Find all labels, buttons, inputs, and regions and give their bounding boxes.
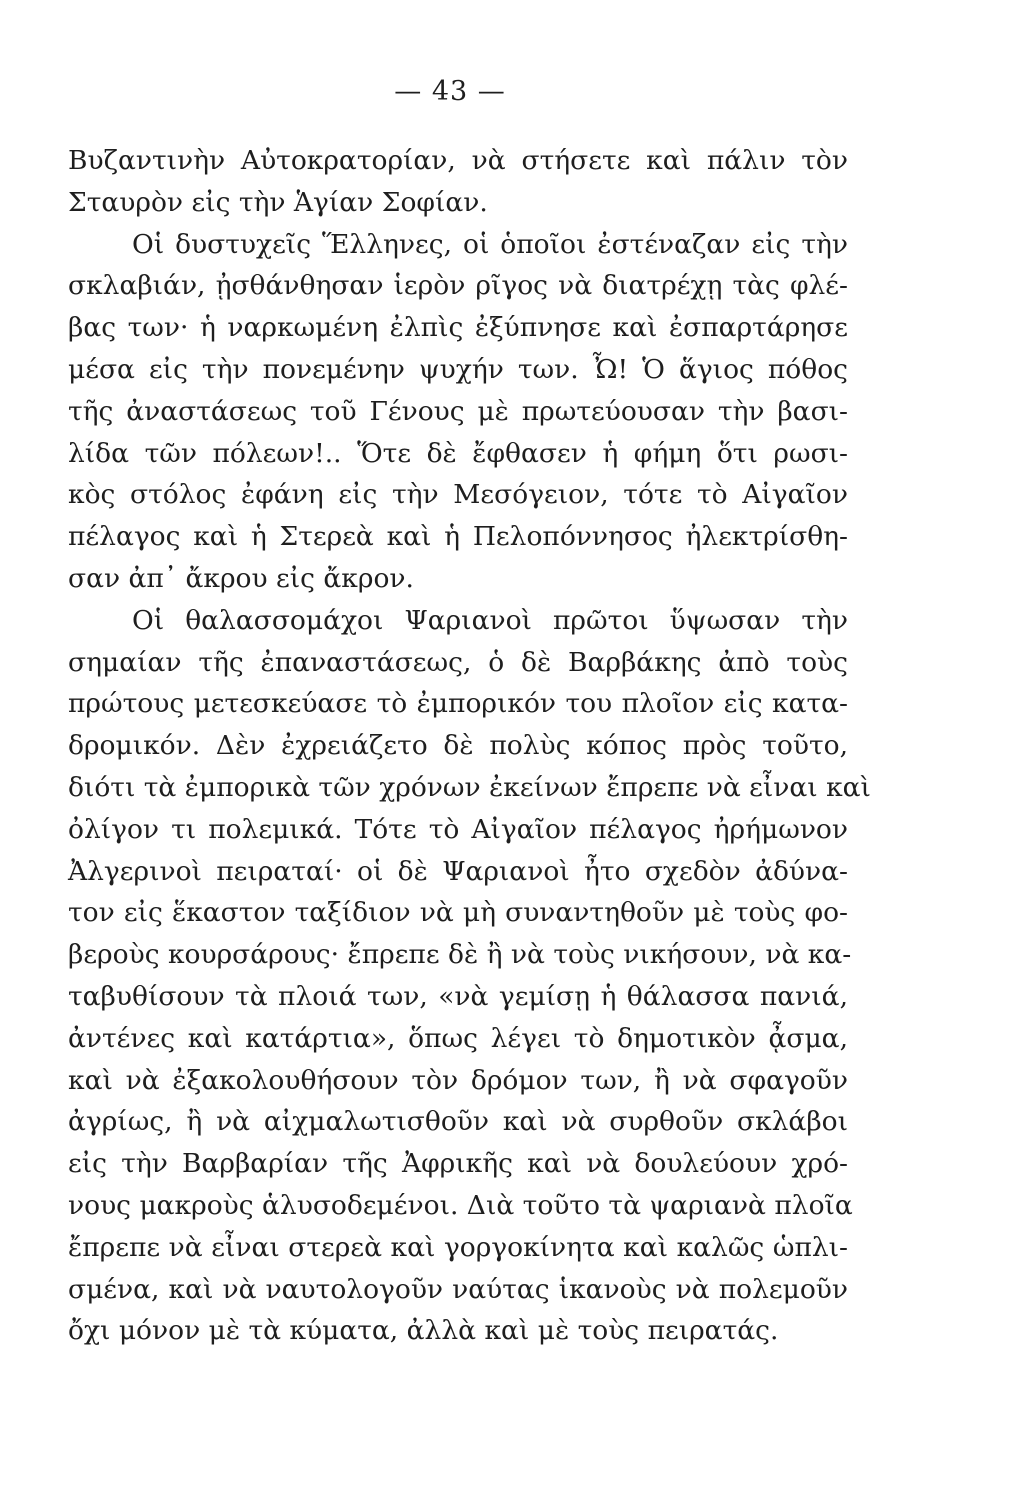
text-line: ὀλίγον τι πολεμικά. Τότε τὸ Αἰγαῖον πέλαγος ἠρήμωνον [68,813,848,845]
text-line: Σταυρὸν εἰς τὴν Ἁγίαν Σοφίαν. [68,186,488,218]
page-number: — 43 — [394,76,506,107]
text-line: ταβυθίσουν τὰ πλοιά των, «νὰ γεμίσῃ ἡ θάλασσα πανιά, [68,980,848,1012]
text-line: ὄχι μόνον μὲ τὰ κύματα, ἀλλὰ καὶ μὲ τοὺς πειρατάς. [68,1315,779,1347]
text-line: πρώτους μετεσκεύασε τὸ ἐμπορικόν του πλοῖον εἰς κατα- [68,688,848,720]
text-line: ἀγρίως, ἢ νὰ αἰχμαλωτισθοῦν καὶ νὰ συρθοῦν σκλάβοι [68,1106,848,1138]
text-line: βας των· ἡ ναρκωμένη ἐλπὶς ἐξύπνησε καὶ ἐσπαρτάρησε [68,312,848,344]
text-line: καὶ νὰ ἐξακολουθήσουν τὸν δρόμον των, ἢ νὰ σφαγοῦν [68,1064,848,1096]
text-line: Οἱ δυστυχεῖς Ἕλληνες, οἱ ὁποῖοι ἐστέναζαν εἰς τὴν [132,228,848,260]
text-line: βεροὺς κουρσάρους· ἔπρεπε δὲ ἢ νὰ τοὺς νικήσουν, νὰ κα- [68,939,852,971]
text-line: τον εἰς ἕκαστον ταξίδιον νὰ μὴ συναντηθοῦν μὲ τοὺς φο- [68,897,848,929]
text-line: Ἀλγερινοὶ πειραταί· οἱ δὲ Ψαριανοὶ ἦτο σχεδὸν ἀδύνα- [68,855,848,887]
text-line: Βυζαντινὴν Αὐτοκρατορίαν, νὰ στήσετε καὶ πάλιν τὸν [68,145,848,176]
body-text [68,140,871,1352]
text-line: ἔπρεπε νὰ εἶναι στερεὰ καὶ γοργοκίνητα καὶ καλῶς ὡπλι- [68,1231,848,1263]
text-line: εἰς τὴν Βαρβαρίαν τῆς Ἀφρικῆς καὶ νὰ δουλεύουν χρό- [68,1148,848,1180]
text-line: λίδα τῶν πόλεων!.. Ὅτε δὲ ἔφθασεν ἡ φήμη ὅτι ρωσι- [68,437,848,469]
text-line: σκλαβιάν, ᾐσθάνθησαν ἱερὸν ρῖγος νὰ διατρέχῃ τὰς φλέ- [68,270,848,302]
text-line: κὸς στόλος ἐφάνη εἰς τὴν Μεσόγειον, τότε τὸ Αἰγαῖον [68,479,848,511]
text-line: τῆς ἀναστάσεως τοῦ Γένους μὲ πρωτεύουσαν τὴν βασι- [68,395,848,427]
text-line: διότι τὰ ἐμπορικὰ τῶν χρόνων ἐκείνων ἔπρεπε νὰ εἶναι καὶ [68,771,871,803]
text-line: ἀντένες καὶ κατάρτια», ὅπως λέγει τὸ δημοτικὸν ᾆσμα, [68,1022,848,1054]
text-line: σαν ἀπ᾽ ἄκρου εἰς ἄκρον. [68,562,414,594]
text-line: Οἱ θαλασσομάχοι Ψαριανοὶ πρῶτοι ὕψωσαν τὴν [132,604,848,636]
text-line: σημαίαν τῆς ἐπαναστάσεως, ὁ δὲ Βαρβάκης ἀπὸ τοὺς [68,646,848,678]
text-line: νους μακροὺς ἁλυσοδεμένοι. Διὰ τοῦτο τὰ ψαριανὰ πλοῖα [68,1189,853,1221]
text-line: μέσα εἰς τὴν πονεμένην ψυχήν των. Ὦ! Ὁ ἅγιος πόθος [68,353,848,385]
text-line: δρομικόν. Δὲν ἐχρειάζετο δὲ πολὺς κόπος πρὸς τοῦτο, [68,730,848,762]
text-line: σμένα, καὶ νὰ ναυτολογοῦν ναύτας ἱκανοὺς νὰ πολεμοῦν [68,1273,848,1305]
text-line: πέλαγος καὶ ἡ Στερεὰ καὶ ἡ Πελοπόννησος ἠλεκτρίσθη- [68,521,848,553]
